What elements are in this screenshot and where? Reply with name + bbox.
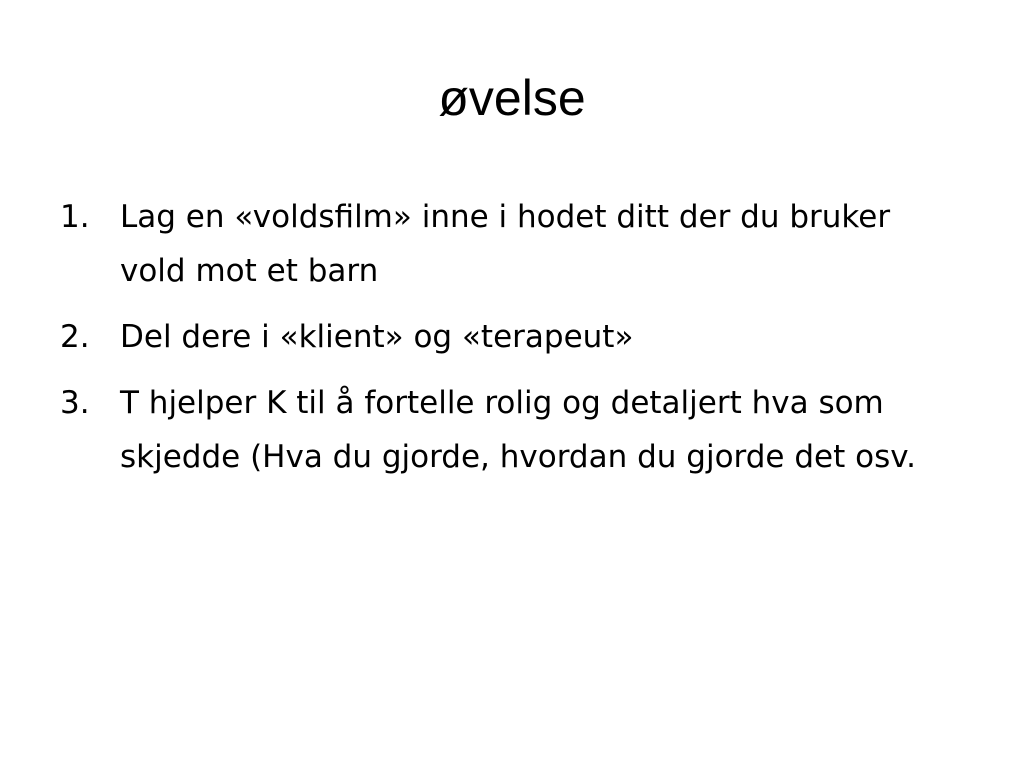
list-item <box>60 376 960 484</box>
list-item <box>60 190 960 298</box>
list-item-number: 1. <box>60 199 90 235</box>
numbered-list <box>60 190 960 496</box>
list-item-number: 2. <box>60 319 90 355</box>
list-item-text: Lag en «voldsfilm» inne i hodet ditt der du bruker vold mot et barn <box>120 199 891 289</box>
list-item-text: T hjelper K til å fortelle rolig og detaljert hva som skjedde (Hva du gjorde, hvordan du gjorde det osv. <box>120 385 917 475</box>
slide-title: øvelse <box>438 70 586 126</box>
list-item-number: 3. <box>60 385 90 421</box>
list-item-text: Del dere i «klient» og «terapeut» <box>120 319 634 355</box>
list-item <box>60 310 960 364</box>
